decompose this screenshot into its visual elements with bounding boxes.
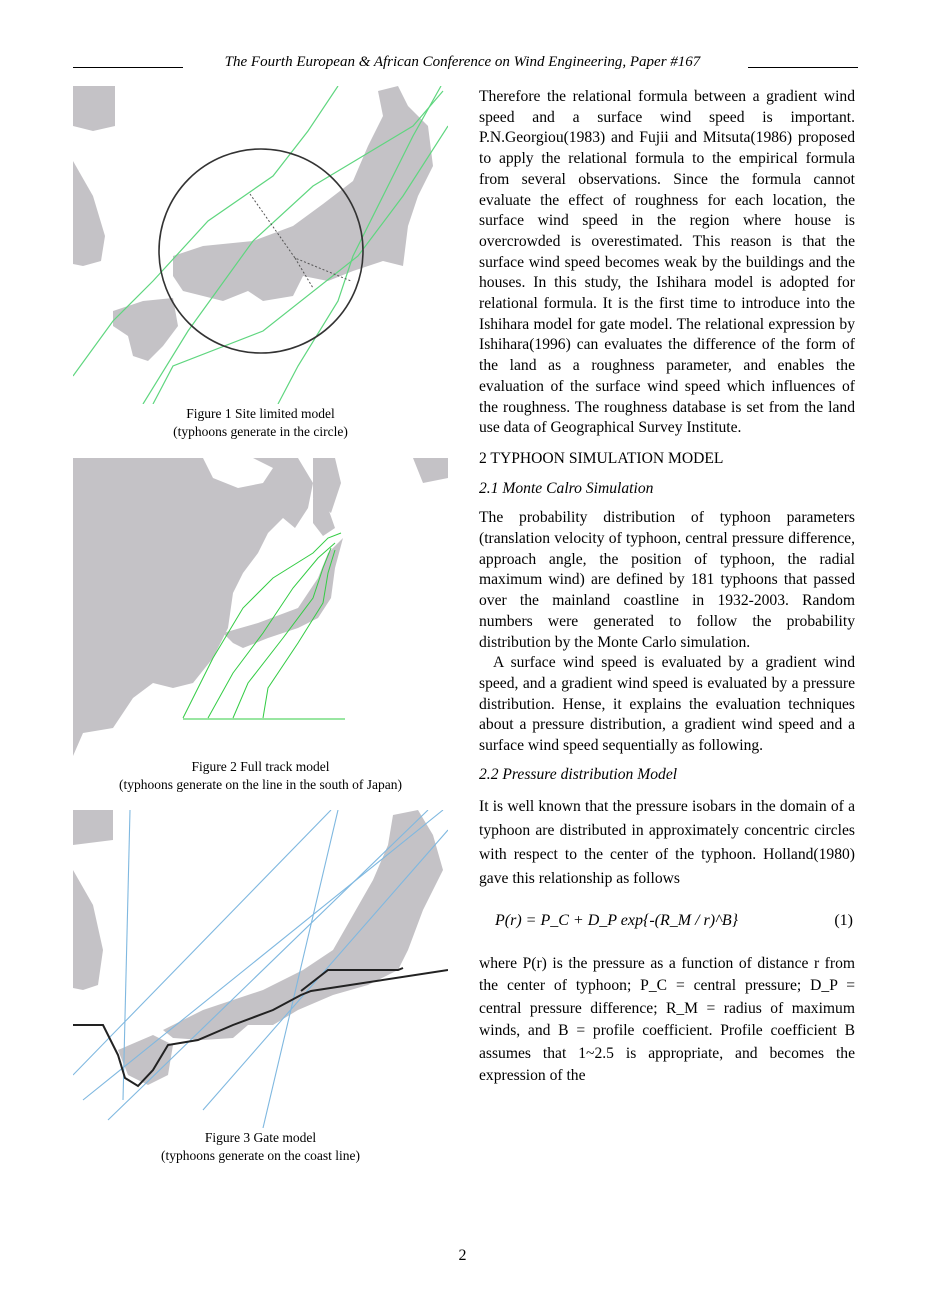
figure-2-map bbox=[73, 458, 448, 756]
caption-line: Figure 2 Full track model bbox=[191, 759, 330, 774]
section-heading: 2 TYPHOON SIMULATION MODEL bbox=[479, 449, 724, 467]
figure-3-caption bbox=[73, 1129, 448, 1165]
caption-line: Figure 3 Gate model bbox=[204, 1130, 317, 1145]
caption-line: (typhoons generate on the line in the south of Japan) bbox=[118, 777, 403, 792]
subsection-heading: 2.2 Pressure distribution Model bbox=[479, 765, 678, 783]
equation: P(r) = P_C + D_P exp{-(R_M / r)^B} bbox=[495, 911, 739, 929]
figure-1-caption bbox=[73, 405, 448, 441]
paragraph: It is well known that the pressure isobars in the domain of a typhoon are distributed in approximately concentric circles with respect to the center of the typhoon. Holland(1980) gave this relationship as follows bbox=[479, 797, 855, 887]
running-header: The Fourth European & African Conference on Wind Engineering, Paper #167 bbox=[224, 54, 701, 70]
caption-line: (typhoons generate on the coast line) bbox=[160, 1148, 361, 1163]
subsection-heading: 2.1 Monte Calro Simulation bbox=[479, 479, 654, 497]
right-column bbox=[479, 87, 855, 1088]
figure-3-map bbox=[73, 810, 448, 1128]
paragraph: The probability distribution of typhoon parameters (translation velocity of typhoon, central pressure difference, approach angle, the position of typhoon, the radial maximum wind) are defined by 181 typhoons that passed over the mainland coastline in 1932-2003. Random numbers were generated to follow the probability distribution by the Monte Carlo simulation. bbox=[479, 509, 855, 651]
caption-line: (typhoons generate in the circle) bbox=[173, 424, 348, 439]
paragraph: where P(r) is the pressure as a function of distance r from the center of typhoon; P_C = central pressure; D_P = central pressure difference; R_M = radius of maximum winds, and B = profile coefficient. Profile coefficient B assumes that 1~2.5 is appropriate, and becomes the expression of the bbox=[479, 954, 855, 1084]
equation-1 bbox=[479, 891, 855, 953]
paragraph: Therefore the relational formula between a gradient wind speed and a surface wind speed is important. P.N.Georgiou(1983) and Fujii and Mitsuta(1986) proposed to apply the relational formula to the empirical formula from several observations. Since the formula cannot evaluate the effect of roughness for each location, the surface wind speed in the region where house is overcrowded is overestimated. This reason is that the surface wind speed becomes weak by the buildings and the houses. In this study, the Ishihara model is adopted for relational formula. It is the first time to introduce into the Ishihara model for gate model. The relational expression by Ishihara(1996) can evaluates the difference of the form of the land as a roughness parameter, and enables the evaluation of the surface wind speed which influences of the roughness. The roughness database is set from the land use data of Geographical Survey Institute. bbox=[479, 88, 855, 437]
caption-line: Figure 1 Site limited model bbox=[186, 406, 335, 421]
equation-number: (1) bbox=[834, 911, 853, 929]
figure-2-caption bbox=[73, 758, 448, 794]
paragraph: A surface wind speed is evaluated by a gradient wind speed, and a gradient wind speed is evaluated by a pressure distribution. Hense, it explains the evaluation techniques about a pressure distribution, a gradient wind speed and a surface wind speed sequentially as following. bbox=[479, 654, 855, 755]
figure-1-map bbox=[73, 86, 448, 404]
page-number: 2 bbox=[458, 1247, 467, 1264]
